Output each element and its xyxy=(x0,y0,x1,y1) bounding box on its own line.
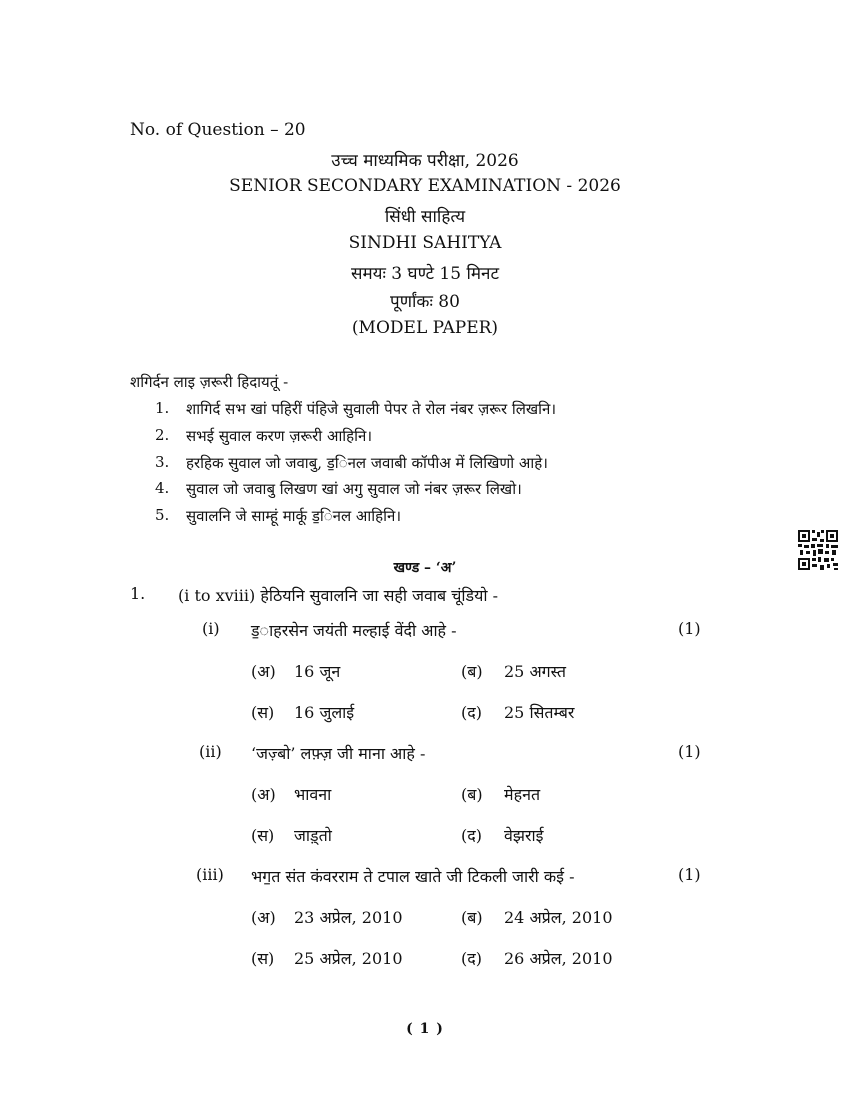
instruction-number: 3. xyxy=(155,453,170,471)
instruction-text: सुवालनि जे साम्हूं मार्कू ड॒िनल आहिनि। xyxy=(186,507,402,525)
option-label: (द) xyxy=(461,703,482,722)
subject-hindi: सिंधी साहित्य xyxy=(384,207,466,227)
instruction-text: शागिर्द सभ खां पहिरीं पंहिजे सुवाली पेपर ते रोल नंबर ज़रूर लिखनि। xyxy=(186,400,557,418)
sub-question-number: (i) xyxy=(202,619,220,638)
option-label: (ब) xyxy=(461,785,483,804)
instruction-number: 5. xyxy=(155,506,170,524)
subject-english: SINDHI SAHITYA xyxy=(348,233,502,253)
instruction-number: 1. xyxy=(155,399,170,417)
sub-question-marks: (1) xyxy=(678,742,701,761)
option-text: 25 अप्रेल, 2010 xyxy=(294,949,403,968)
option-label: (स) xyxy=(251,949,275,968)
option-text: 25 अगस्त xyxy=(504,662,567,681)
sub-question-text: ‘जज़्बो’ लफ़्ज़ जी माना आहे - xyxy=(251,744,426,763)
sub-question-number: (ii) xyxy=(199,742,222,761)
option-label: (अ) xyxy=(251,785,276,804)
sub-question-number: (iii) xyxy=(196,865,224,884)
sub-question-marks: (1) xyxy=(678,865,701,884)
question-count: No. of Question – 20 xyxy=(130,120,306,140)
instruction-number: 4. xyxy=(155,479,170,497)
section-title: खण्ड – ‘अ’ xyxy=(393,560,457,576)
instructions-title: शगिर्दन लाइ ज़रूरी हिदायतूं - xyxy=(130,373,289,391)
sub-question-text: ड॒ाहरसेन जयंती मल्हाई वेंदी आहे - xyxy=(251,621,457,640)
option-text: 25 सितम्बर xyxy=(504,703,575,722)
sub-question-marks: (1) xyxy=(678,619,701,638)
option-label: (अ) xyxy=(251,908,276,927)
option-text: 16 जुलाई xyxy=(294,703,355,722)
instruction-text: सुवाल जो जवाबु लिखण खां अगु सुवाल जो नंबर ज़रूर लिखो। xyxy=(186,480,522,498)
option-text: भावना xyxy=(294,785,332,804)
exam-time: समयः 3 घण्टे 15 मिनट xyxy=(350,264,500,284)
option-label: (द) xyxy=(461,949,482,968)
instruction-number: 2. xyxy=(155,426,170,444)
instruction-text: हरहिक सुवाल जो जवाबु, ड॒िनल जवाबी कॉपीअ में लिखिणो आहे। xyxy=(186,454,548,472)
question-number: 1. xyxy=(130,584,146,603)
option-text: 24 अप्रेल, 2010 xyxy=(504,908,613,927)
instruction-text: सभई सुवाल करण ज़रूरी आहिनि। xyxy=(186,427,373,445)
option-label: (द) xyxy=(461,826,482,845)
max-marks: पूर्णांकः 80 xyxy=(390,292,460,312)
option-label: (ब) xyxy=(461,908,483,927)
exam-title-hindi: उच्च माध्यमिक परीक्षा, 2026 xyxy=(331,151,519,171)
page-number: ( 1 ) xyxy=(406,1021,444,1037)
exam-title-english: SENIOR SECONDARY EXAMINATION - 2026 xyxy=(229,176,621,196)
option-label: (ब) xyxy=(461,662,483,681)
paper-type: (MODEL PAPER) xyxy=(351,318,499,338)
option-text: वेझराई xyxy=(504,826,544,845)
option-label: (अ) xyxy=(251,662,276,681)
option-text: 26 अप्रेल, 2010 xyxy=(504,949,613,968)
option-text: 16 जून xyxy=(294,662,341,681)
option-label: (स) xyxy=(251,826,275,845)
option-text: मेहनत xyxy=(504,785,541,804)
option-label: (स) xyxy=(251,703,275,722)
option-text: 23 अप्रेल, 2010 xyxy=(294,908,403,927)
question-text: (i to xviii) हेठियनि सुवालनि जा सही जवाब चूंडियो - xyxy=(178,586,499,605)
option-text: जाड़्तो xyxy=(294,826,332,845)
sub-question-text: भग॒त संत कंवरराम ते टपाल खाते जी टिकली जारी कई - xyxy=(251,867,575,886)
